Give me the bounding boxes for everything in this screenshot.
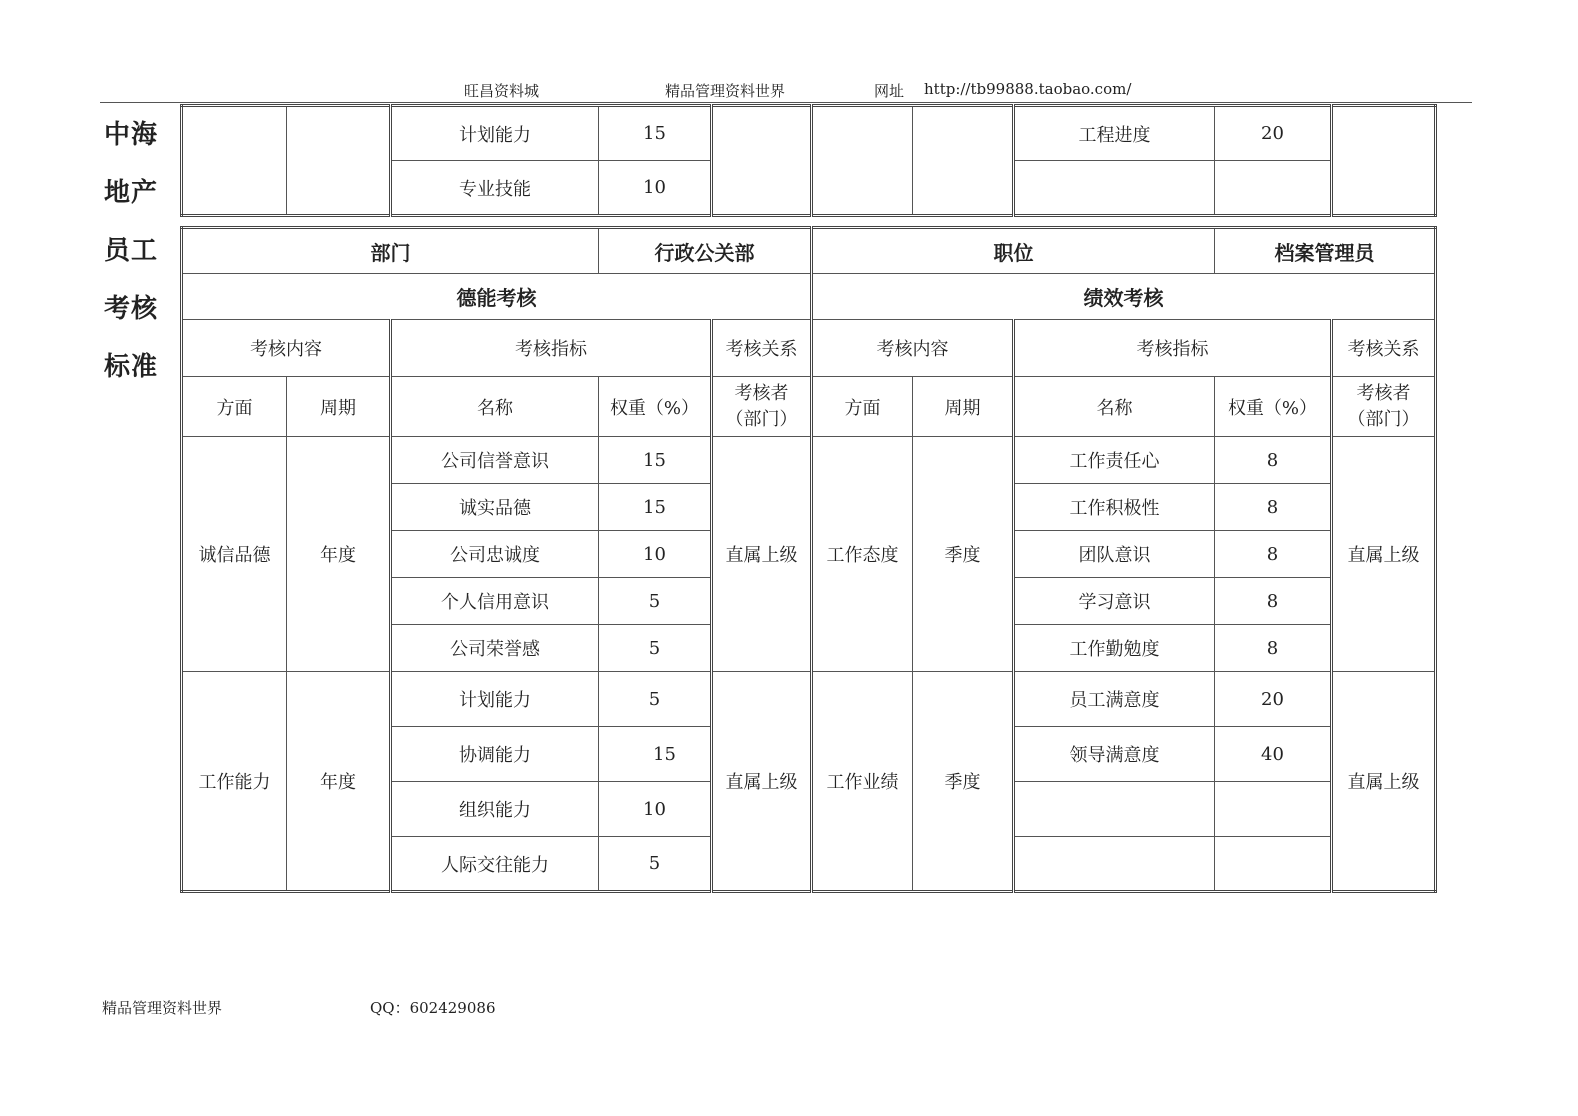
relation-cell: 直属上级	[712, 437, 812, 672]
table-row	[182, 106, 1436, 161]
empty-cell	[712, 106, 812, 216]
perf-section-title: 绩效考核	[812, 274, 1436, 320]
col-content: 考核内容	[812, 320, 1014, 377]
side-title	[104, 106, 168, 396]
index-name-cell: 个人信用意识	[391, 578, 599, 625]
period-cell: 年度	[287, 437, 391, 672]
perf-relation-cell: 直属上级	[1332, 437, 1436, 672]
perf-name-cell: 工作积极性	[1014, 484, 1215, 531]
index-name-cell: 计划能力	[391, 672, 599, 727]
col-assessor	[712, 377, 812, 437]
perf-weight-cell	[1215, 782, 1332, 837]
empty-cell	[913, 106, 1014, 216]
dept-label: 部门	[182, 228, 599, 274]
col-assessor	[1332, 377, 1436, 437]
empty-cell	[287, 106, 391, 216]
position-value: 档案管理员	[1215, 228, 1436, 274]
index-weight-cell: 15	[599, 106, 712, 161]
index-name-cell: 专业技能	[391, 161, 599, 216]
perf-relation-cell: 直属上级	[1332, 672, 1436, 892]
relation-cell: 直属上级	[712, 672, 812, 892]
perf-weight-cell	[1215, 161, 1332, 216]
perf-weight-cell: 8	[1215, 437, 1332, 484]
header-url-label: 网址	[874, 82, 905, 100]
empty-cell	[812, 106, 913, 216]
index-weight-cell: 15	[599, 727, 712, 782]
footer-qq: QQ：602429086	[370, 999, 496, 1017]
side-title-line: 员工	[104, 236, 159, 266]
header-row	[182, 320, 1436, 377]
side-title-line: 考核	[104, 294, 159, 324]
perf-name-cell	[1014, 782, 1215, 837]
col-relation: 考核关系	[1332, 320, 1436, 377]
col-period: 周期	[287, 377, 391, 437]
col-aspect: 方面	[812, 377, 913, 437]
index-weight-cell: 10	[599, 161, 712, 216]
col-weight: 权重（%）	[599, 377, 712, 437]
index-weight-cell: 10	[599, 782, 712, 837]
assessment-table	[180, 226, 1437, 893]
col-index: 考核指标	[1014, 320, 1332, 377]
perf-weight-cell: 8	[1215, 578, 1332, 625]
side-title-line: 中海	[104, 120, 159, 150]
col-assessor-line2: （部门）	[1347, 408, 1420, 430]
col-name: 名称	[1014, 377, 1215, 437]
table-row	[182, 672, 1436, 727]
index-weight-cell: 5	[599, 837, 712, 892]
col-assessor-line1: 考核者	[1356, 382, 1411, 404]
perf-name-cell	[1014, 837, 1215, 892]
perf-name-cell: 工作责任心	[1014, 437, 1215, 484]
perf-name-cell: 工作勤勉度	[1014, 625, 1215, 672]
index-name-cell: 公司忠诚度	[391, 531, 599, 578]
perf-weight-cell	[1215, 837, 1332, 892]
perf-weight-cell: 8	[1215, 531, 1332, 578]
header-shop: 旺昌资料城	[464, 82, 540, 100]
perf-weight-cell: 20	[1215, 672, 1332, 727]
footer-world: 精品管理资料世界	[102, 999, 223, 1017]
table-row	[182, 437, 1436, 484]
index-name-cell: 公司信誉意识	[391, 437, 599, 484]
index-weight-cell: 15	[599, 484, 712, 531]
col-weight: 权重（%）	[1215, 377, 1332, 437]
dept-value: 行政公关部	[599, 228, 812, 274]
col-period: 周期	[913, 377, 1014, 437]
header-world: 精品管理资料世界	[665, 82, 786, 100]
section-row	[182, 274, 1436, 320]
perf-weight-cell: 20	[1215, 106, 1332, 161]
col-index: 考核指标	[391, 320, 712, 377]
perf-aspect-cell: 工作业绩	[812, 672, 913, 892]
info-row	[182, 228, 1436, 274]
header-url: http://tb99888.taobao.com/	[924, 80, 1132, 98]
index-weight-cell: 10	[599, 531, 712, 578]
header-rule	[100, 102, 1472, 103]
header-row	[182, 377, 1436, 437]
perf-weight-cell: 8	[1215, 484, 1332, 531]
position-label: 职位	[812, 228, 1215, 274]
perf-period-cell: 季度	[913, 672, 1014, 892]
empty-cell	[182, 106, 287, 216]
perf-name-cell: 学习意识	[1014, 578, 1215, 625]
perf-aspect-cell: 工作态度	[812, 437, 913, 672]
page-header	[0, 80, 1578, 102]
col-assessor-line1: 考核者	[734, 382, 789, 404]
aspect-cell: 诚信品德	[182, 437, 287, 672]
index-name-cell: 人际交往能力	[391, 837, 599, 892]
perf-period-cell: 季度	[913, 437, 1014, 672]
side-title-line: 标准	[104, 352, 159, 382]
col-assessor-line2: （部门）	[725, 408, 798, 430]
index-name-cell: 组织能力	[391, 782, 599, 837]
top-table	[180, 104, 1437, 217]
aspect-cell: 工作能力	[182, 672, 287, 892]
perf-weight-cell: 40	[1215, 727, 1332, 782]
index-weight-cell: 5	[599, 672, 712, 727]
index-weight-cell: 5	[599, 625, 712, 672]
moral-section-title: 德能考核	[182, 274, 812, 320]
empty-cell	[1332, 106, 1436, 216]
perf-name-cell: 员工满意度	[1014, 672, 1215, 727]
perf-name-cell: 领导满意度	[1014, 727, 1215, 782]
index-name-cell: 协调能力	[391, 727, 599, 782]
perf-name-cell	[1014, 161, 1215, 216]
perf-name-cell: 团队意识	[1014, 531, 1215, 578]
col-name: 名称	[391, 377, 599, 437]
perf-weight-cell: 8	[1215, 625, 1332, 672]
index-name-cell: 公司荣誉感	[391, 625, 599, 672]
side-title-line: 地产	[104, 178, 159, 208]
col-relation: 考核关系	[712, 320, 812, 377]
index-name-cell: 诚实品德	[391, 484, 599, 531]
period-cell: 年度	[287, 672, 391, 892]
index-weight-cell: 15	[599, 437, 712, 484]
index-weight-cell: 5	[599, 578, 712, 625]
col-aspect: 方面	[182, 377, 287, 437]
col-content: 考核内容	[182, 320, 391, 377]
index-name-cell: 计划能力	[391, 106, 599, 161]
perf-name-cell: 工程进度	[1014, 106, 1215, 161]
